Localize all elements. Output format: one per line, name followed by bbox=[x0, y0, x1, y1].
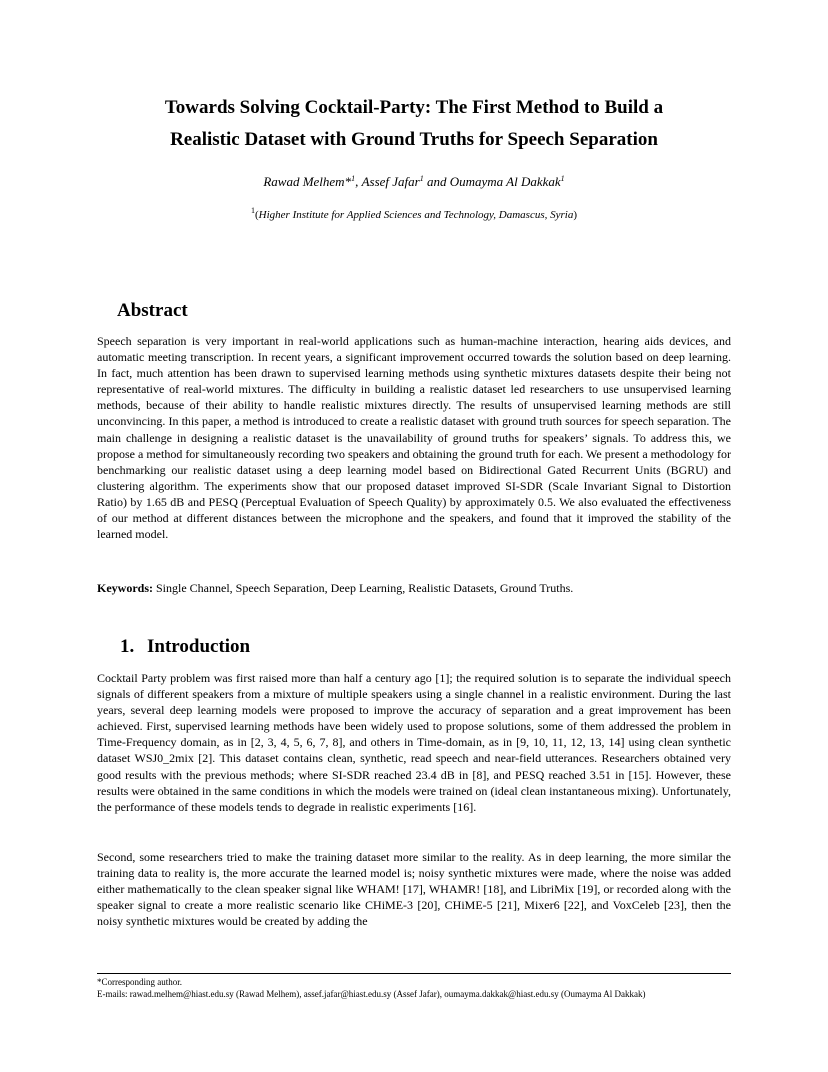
title-line-2: Realistic Dataset with Ground Truths for Speech Separation bbox=[170, 129, 658, 150]
keywords-label: Keywords: bbox=[97, 581, 153, 595]
author-list bbox=[60, 172, 768, 192]
affiliation-open-paren: ( bbox=[254, 209, 259, 221]
affiliation-text: Higher Institute for Applied Sciences and Technology, Damascus, Syria bbox=[258, 209, 574, 221]
affiliation-mark: 1 bbox=[250, 206, 255, 215]
abstract-heading: Abstract bbox=[117, 300, 188, 321]
section-title: Introduction bbox=[147, 636, 251, 657]
author-emails: E-mails: rawad.melhem@hiast.edu.sy (Rawad Melhem), assef.jafar@hiast.edu.sy (Assef Jafar), oumayma.dakkak@hiast.edu.sy (Oumayma Al Dakkak) bbox=[97, 989, 646, 999]
section-number: 1. bbox=[120, 636, 135, 657]
keywords-text: Single Channel, Speech Separation, Deep Learning, Realistic Datasets, Ground Truths. bbox=[153, 581, 574, 595]
intro-paragraph-1: Cocktail Party problem was first raised more than half a century ago [1]; the required solution is to separate the individual speech signals of different speakers from a mixture of multiple speakers using a single channel in a realistic environment. During the last years, several deep learning models were proposed to improve the accuracy of separation and a great improvement has been achieved. First, supervised learning methods have been widely used to propose solutions, some of them addressed the problem in Time-Frequency domain, as in [2, 3, 4, 5, 6, 7, 8], and others in Time-domain, as in [9, 10, 11, 12, 13, 14] using clean synthetic dataset WSJ0_2mix [2]. This dataset contains clean, synthetic, read speech and near-field utterances. Researchers obtained very good results with the previous methods; where SI-SDR reached 23.4 dB in [8], and PESQ reached 3.51 in [15]. However, these results were obtained in the same conditions in which the models were trained on (ideal clean instantaneous mixing). Unfortunately, the performance of these models tends to degrade in realistic experiments [16]. bbox=[97, 671, 731, 814]
author-separator: , bbox=[355, 174, 362, 189]
affiliation-close-paren: ) bbox=[573, 209, 578, 221]
introduction-heading bbox=[120, 635, 250, 659]
author-name: Rawad Melhem* bbox=[263, 174, 352, 189]
author-separator: and bbox=[423, 174, 450, 189]
author-affiliation-mark: 1 bbox=[351, 174, 356, 183]
title-line-1: Towards Solving Cocktail-Party: The First Method to Build a bbox=[164, 97, 664, 118]
author-affiliation-mark: 1 bbox=[560, 174, 565, 183]
keywords bbox=[97, 580, 731, 596]
author-affiliation-mark: 1 bbox=[419, 174, 424, 183]
corresponding-author-note: *Corresponding author. bbox=[97, 977, 182, 987]
abstract-text: Speech separation is very important in real-world applications such as human-machine interaction, hearing aids devices, and automatic meeting transcription. In recent years, a significant improvement occurred towards the solution based on deep learning. In fact, much attention has been drawn to supervised learning methods using synthetic mixtures datasets despite their being not representative of real-world mixtures. The difficulty in building a realistic dataset led researchers to use unsupervised learning methods, because of their ability to handle realistic mixtures directly. The results of unsupervised learning methods are still unconvincing. In this paper, a method is introduced to create a realistic dataset with ground truth sources for speech separation. The main challenge in designing a realistic dataset is the unavailability of ground truths for speakers’ signals. To address this, we propose a method for simultaneously recording two speakers and obtaining the ground truth for each. We present a methodology for benchmarking our realistic dataset using a deep learning model based on Bidirectional Gated Recurrent Units (BGRU) and clustering algorithm. The experiments show that our proposed dataset improved SI-SDR (Scale Invariant Signal to Distortion Ratio) by 1.65 dB and PESQ (Perceptual Evaluation of Speech Quality) by approximately 0.5. We also evaluated the effectiveness of our method at different distances between the microphone and the speakers, and found that it improved the stability of the learned model. bbox=[97, 334, 731, 542]
affiliation bbox=[60, 207, 768, 223]
author-name: Oumayma Al Dakkak bbox=[449, 174, 561, 189]
author-name: Assef Jafar bbox=[361, 174, 420, 189]
paper-title bbox=[60, 92, 768, 156]
footnote-divider bbox=[97, 973, 731, 974]
intro-paragraph-2: Second, some researchers tried to make the training dataset more similar to the reality. As in deep learning, the more similar the training data to reality is, the more accurate the learned model is; noisy synthetic mixtures were made, where the noise was added either mathematically to the clean speaker signal like WHAM! [17], WHAMR! [18], and LibriMix [19], or recorded along with the speaker signal to create a more realistic scenario like CHiME-3 [20], CHiME-5 [21], Mixer6 [22], and VoxCeleb [23], then the noisy synthetic mixtures would be created by adding the bbox=[97, 850, 731, 929]
footnote bbox=[97, 976, 737, 1000]
